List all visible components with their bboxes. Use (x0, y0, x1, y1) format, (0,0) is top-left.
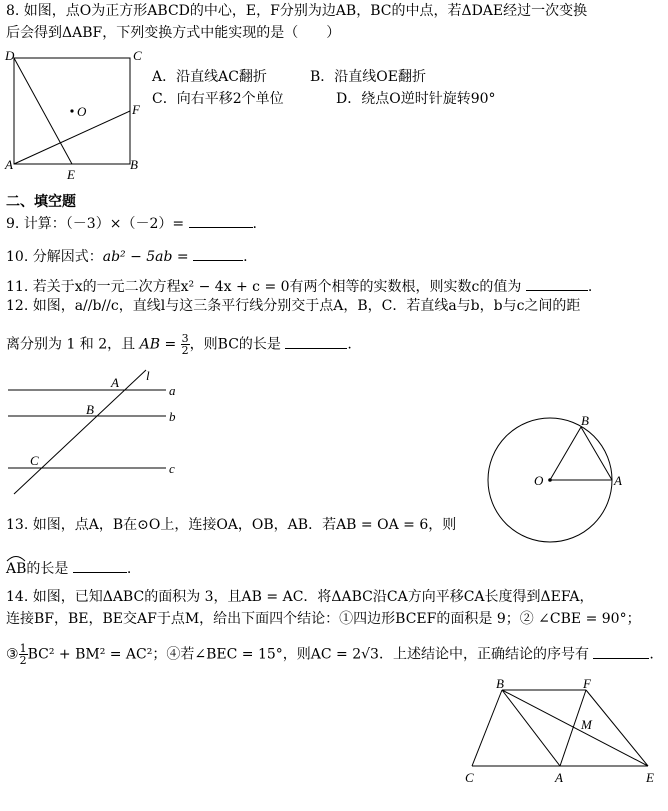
q14-line1: 14. 如图，已知ΔABC的面积为 3，且AB = AC．将ΔABC沿CA方向平移CA长度得到ΔEFA， (6, 589, 594, 605)
q12-frac-den: 2 (181, 344, 189, 357)
q14-label-M: M (581, 717, 592, 732)
q11-question: 11. 若关于x的一元二次方程x² − 4x + c = 0有两个相等的实数根，则实数c的值为 (6, 279, 522, 295)
q12-label-C: C (30, 453, 39, 468)
q12-label-a: a (169, 383, 176, 398)
q9-text: 9. 计算：（－3）×（－2）= . (6, 213, 257, 233)
q9-question: 9. 计算：（－3）×（－2）= (6, 216, 185, 232)
q14-frac-den: 2 (19, 654, 27, 667)
q10-expression: ab² − 5ab = (102, 249, 189, 265)
q12-line1: 12. 如图，a//b//c，直线l与这三条平行线分别交于点A，B，C．若直线a与b，b与c之间的距 (6, 298, 581, 314)
q14-line3-b: BC² + BM² = AC²；④若∠BEC = 15°，则AC = 2√3．上述结论中，正确结论的序号有 (27, 646, 589, 663)
q14-line3: ③ $\frac{1}{2}$ BC² + BM² = AC²；④若∠BEC = 15°，则AC = 2√3．上述结论中，正确结论的序号有 . (6, 642, 654, 667)
q11-text: 11. 若关于x的一元二次方程x² − 4x + c = 0有两个相等的实数根，则实数c的值为 . (6, 276, 592, 296)
q8-line1: 8. 如图，点O为正方形ABCD的中心，E，F分别为边AB，BC的中点，若ΔDAE经过一次变换 (6, 3, 588, 19)
section-title: 二、填空题 (6, 194, 76, 210)
q12-label-l: l (146, 368, 150, 383)
q13-line2-text: AB的长是 (6, 561, 69, 577)
q14-frac-num: 1 (19, 642, 27, 655)
q8-label-O: O (77, 104, 87, 119)
q8-option-b: B．沿直线OE翻折 (310, 69, 426, 85)
q8-label-C: C (133, 48, 142, 63)
q10-text: 10. 分解因式：ab² − 5ab = . (6, 246, 248, 266)
q12-fraction (181, 333, 190, 356)
q14-label-B: B (496, 676, 504, 691)
q13-answer-blank[interactable] (73, 558, 127, 573)
q12-parallel-lines-figure (0, 366, 190, 496)
q9-answer-blank[interactable] (189, 213, 253, 228)
q12-label-b: b (169, 409, 176, 424)
q13-arc-ab (6, 560, 68, 578)
q11-answer-blank[interactable] (526, 276, 588, 291)
q12-line2-pre: 离分别为 1 和 2，且 (6, 336, 136, 353)
q12-answer-blank[interactable] (285, 334, 347, 349)
q13-line2: AB的长是 . (6, 558, 131, 578)
q8-option-c: C．向右平移2个单位 (152, 91, 284, 107)
q14-label-F: F (583, 676, 591, 691)
q12-line2-post: ，则BC的长是 (189, 336, 281, 353)
q8-option-d: D．绕点O逆时针旋转90° (336, 91, 496, 107)
q8-label-D: D (5, 48, 15, 63)
q14-label-E: E (646, 770, 654, 785)
q13-line1: 13. 如图，点A，B在⊙O上，连接OA，OB，AB．若AB = OA = 6，则 (6, 517, 457, 533)
q13-label-A: A (614, 473, 622, 488)
q8-label-B: B (130, 157, 138, 172)
q12-label-A: A (111, 375, 119, 390)
q12-line2: 离分别为 1 和 2，且 AB = $\frac{3}{2}$ ，则BC的长是 . (6, 332, 352, 357)
q8-label-A: A (5, 157, 13, 172)
q14-line2: 连接BF，BE，BE交AF于点M，给出下面四个结论：①四边形BCEF的面积是 9；② ∠CBE = 90°； (6, 611, 641, 627)
q14-answer-blank[interactable] (593, 644, 649, 659)
q12-frac-num: 3 (181, 332, 189, 345)
q14-label-A: A (555, 770, 563, 785)
q13-label-B: B (581, 413, 589, 428)
q10-question: 10. 分解因式： (6, 249, 103, 265)
q10-answer-blank[interactable] (193, 246, 243, 261)
q12-label-B: B (86, 402, 94, 417)
q12-label-c: c (169, 461, 175, 476)
q8-label-F: F (132, 102, 140, 117)
q14-line3-a: ③ (6, 646, 19, 663)
q14-fraction (19, 643, 28, 666)
q14-label-C: C (465, 770, 474, 785)
q8-label-E: E (67, 167, 75, 182)
q8-line2: 后会得到ΔABF，下列变换方式中能实现的是（ ） (6, 25, 341, 41)
q8-option-a: A．沿直线AC翻折 (152, 69, 267, 85)
arc-icon (6, 554, 26, 562)
q13-circle-figure (486, 410, 636, 560)
q13-label-O: O (534, 473, 544, 488)
q12-ab: AB = (139, 336, 177, 353)
q14-parallelogram-figure (462, 676, 662, 792)
q8-square-figure (0, 48, 142, 182)
